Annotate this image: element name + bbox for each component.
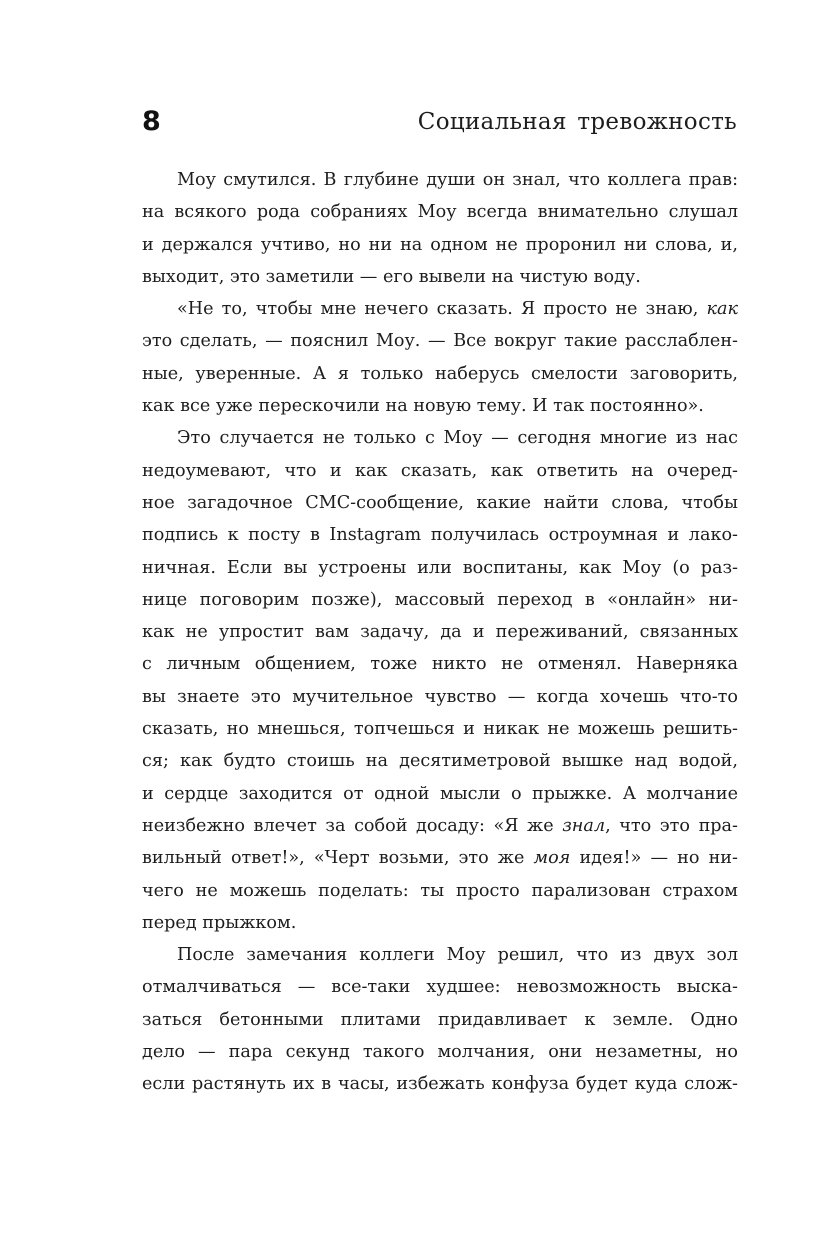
text-line: ся; как будто стоишь на десятиметровой вышке над водой, — [142, 751, 738, 772]
text-line: Это случается не только с Моу — сегодня многие из нас — [177, 428, 738, 449]
running-title: Социальная тревожность — [417, 109, 737, 135]
text-line: это сделать, — пояснил Моу. — Все вокруг такие расслаблен- — [142, 331, 738, 352]
text-line: После замечания коллеги Моу решил, что из двух зол — [177, 945, 738, 966]
emphasis: моя — [533, 848, 571, 869]
text-line: отмалчиваться — все-таки худшее: невозможность выска- — [142, 977, 738, 998]
text-line: заться бетонными плитами придавливает к земле. Одно — [142, 1009, 738, 1030]
text-line: чего не можешь поделать: ты просто парализован страхом — [142, 880, 738, 901]
text-line: как все уже перескочили на новую тему. И так постоянно». — [142, 396, 704, 417]
text-line: если растянуть их в часы, избежать конфуза будет куда слож- — [142, 1074, 738, 1095]
text-segment: неизбежно влечет за собой досаду: «Я же — [142, 815, 563, 836]
text-line: сказать, но мнешься, топчешься и никак не можешь решить- — [142, 719, 738, 740]
text-segment: вильный ответ!», «Черт возьми, это же — [142, 848, 534, 869]
text-line: ное загадочное СМС-сообщение, какие найти слова, чтобы — [142, 492, 738, 513]
text-line — [142, 293, 738, 325]
paragraph — [142, 293, 738, 422]
paragraph — [142, 422, 738, 939]
text-line: ничная. Если вы устроены или воспитаны, как Моу (о раз- — [142, 557, 738, 578]
text-line: и сердце заходится от одной мысли о прыжке. А молчание — [142, 783, 738, 804]
text-line — [142, 810, 738, 842]
text-line: недоумевают, что и как сказать, как ответить на очеред- — [142, 460, 738, 481]
text-line: Моу смутился. В глубине души он знал, что коллега прав: — [177, 170, 738, 190]
page-number: 8 — [142, 106, 161, 137]
text-line: перед прыжком. — [142, 912, 297, 933]
text-line: подпись к посту в Instagram получилась остроумная и лако- — [142, 525, 738, 546]
text-line: на всякого рода собраниях Моу всегда внимательно слушал — [142, 202, 738, 223]
text-line: нице поговорим позже), массовый переход в «онлайн» ни- — [142, 589, 738, 610]
emphasis: знал — [562, 815, 606, 836]
text-segment: , что это пра- — [605, 815, 738, 836]
text-line: выходит, это заметили — его вывели на чистую воду. — [142, 266, 641, 287]
text-segment: «Не то, чтобы мне нечего сказать. Я просто не знаю, — [177, 299, 707, 320]
text-line: как не упростит вам задачу, да и переживаний, связанных — [142, 622, 738, 643]
body-text — [142, 164, 738, 1101]
text-line: с личным общением, тоже никто не отменял. Наверняка — [142, 654, 738, 675]
paragraph — [142, 939, 738, 1100]
paragraph — [142, 164, 738, 293]
text-line: и держался учтиво, но ни на одном не проронил ни слова, и, — [142, 234, 738, 255]
text-segment: идея!» — но ни- — [570, 848, 738, 869]
text-line — [142, 842, 738, 874]
text-line: дело — пара секунд такого молчания, они незаметны, но — [142, 1042, 738, 1063]
text-line: ные, уверенные. А я только наберусь смелости заговорить, — [142, 363, 738, 384]
emphasis: как — [706, 299, 738, 320]
text-line: вы знаете это мучительное чувство — когда хочешь что-то — [142, 686, 738, 707]
